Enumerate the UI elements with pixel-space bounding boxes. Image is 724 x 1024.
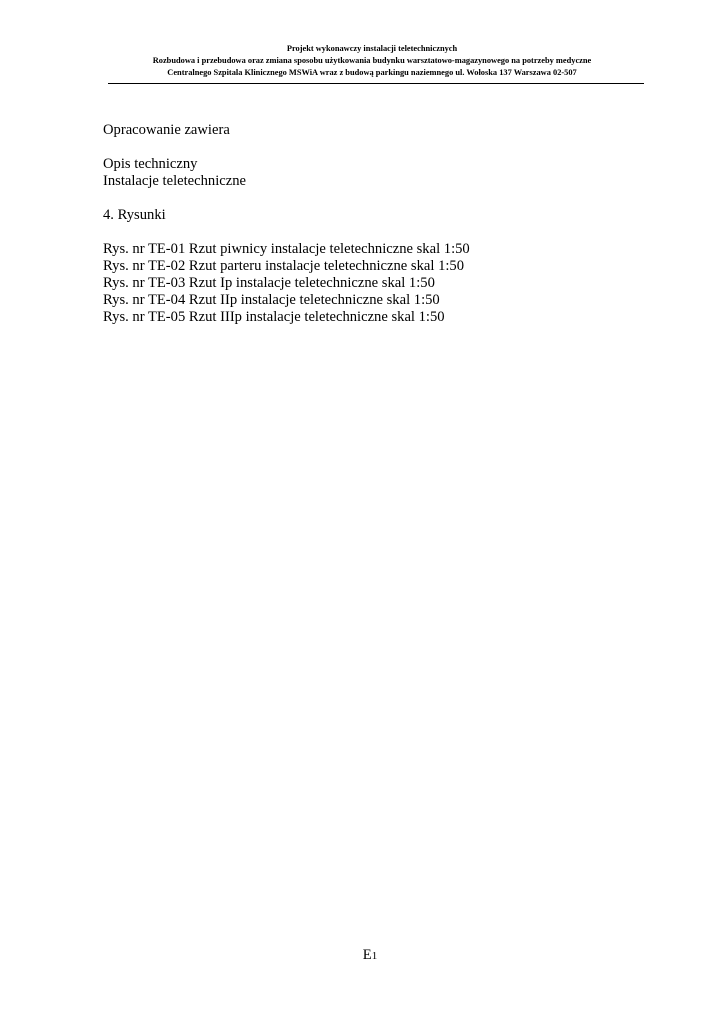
document-body bbox=[103, 122, 643, 343]
contents-heading-block bbox=[103, 122, 643, 139]
description-list bbox=[103, 156, 643, 190]
drawing-item: Rys. nr TE-02 Rzut parteru instalacje teletechniczne skal 1:50 bbox=[103, 258, 465, 274]
header-project-title: Projekt wykonawczy instalacji teletechnicznych bbox=[286, 44, 458, 53]
drawing-item: Rys. nr TE-05 Rzut IIIp instalacje teletechniczne skal 1:50 bbox=[103, 309, 445, 325]
drawing-item: Rys. nr TE-01 Rzut piwnicy instalacje teletechniczne skal 1:50 bbox=[103, 241, 470, 257]
description-item: Instalacje teletechniczne bbox=[103, 173, 247, 189]
page-number-letter: E bbox=[362, 947, 372, 963]
drawings-list bbox=[103, 241, 643, 326]
drawings-heading: 4. Rysunki bbox=[103, 207, 166, 223]
document-header bbox=[102, 43, 642, 79]
contents-heading: Opracowanie zawiera bbox=[103, 122, 230, 138]
page-number bbox=[0, 947, 724, 965]
drawing-item: Rys. nr TE-04 Rzut IIp instalacje teletechniczne skal 1:50 bbox=[103, 292, 440, 308]
drawing-item: Rys. nr TE-03 Rzut Ip instalacje teletechniczne skal 1:50 bbox=[103, 275, 435, 291]
description-item: Opis techniczny bbox=[103, 156, 198, 172]
drawings-heading-block bbox=[103, 207, 643, 224]
page-number-digit: 1 bbox=[371, 950, 378, 962]
header-divider bbox=[108, 83, 644, 84]
header-project-location: Centralnego Szpitala Klinicznego MSWiA wraz z budową parkingu naziemnego ul. Wołoska 137 Warszawa 02-507 bbox=[167, 68, 577, 77]
header-project-description: Rozbudowa i przebudowa oraz zmiana sposobu użytkowania budynku warsztatowo-magazynowego na potrzeby medyczne bbox=[152, 56, 592, 65]
